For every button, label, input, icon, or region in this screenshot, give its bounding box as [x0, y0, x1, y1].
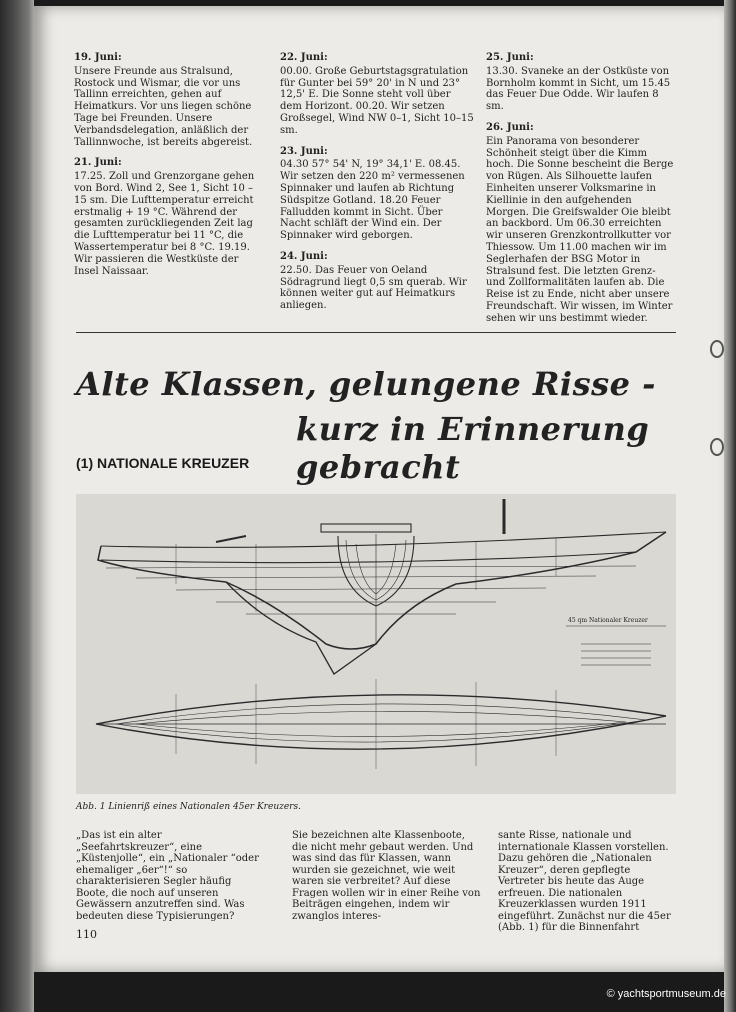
entry-23-juni: 23. Juni: 04.30 57° 54' N, 19° 34,1' E. 08.45. Wir setzen den 220 m² vermessenen Spinnaker und laufen ab Richtung Südspitze Gotland. 18.20 Feuer Falludden kommt in Sicht. Über Nacht schläft der Wind ein. Der Spinnaker wird geborgen. — [280, 145, 465, 242]
watermark: © yachtsportmuseum.de — [606, 988, 726, 1000]
entry-19-juni: 19. Juni: Unsere Freunde aus Stralsund, Rostock und Wismar, die vor uns Tallinn erreichten, gehen auf Heimatkurs. Vor uns liegen schöne Tage bei Freunden. Unsere Verbandsdelegation, anläßlich der Tallinnwoche, ist bereits abgereist. — [74, 52, 253, 148]
plan-label: 45 qm Nationaler Kreuzer — [568, 617, 648, 624]
top-column-1 — [74, 52, 262, 286]
bottom-column-1: „Das ist ein alter „Seefahrtskreuzer“, eine „Küstenjolle“, ein „Nationaler “oder ehemaliger „6er“!“ so charakterisieren Segler häufig Boote, die noch auf unseren Gewässern anzutreffen sind. Was bedeuten diese Typisierungen? — [76, 830, 259, 922]
page-edge — [724, 0, 736, 1012]
article-title-line-1: Alte Klassen, gelungene Risse - — [76, 365, 656, 403]
binder-ring — [710, 340, 724, 358]
yacht-lines-plan — [76, 494, 676, 794]
top-column-3 — [486, 52, 676, 334]
article-subheading: (1) NATIONALE KREUZER — [76, 455, 250, 471]
entry-22-juni: 22. Juni: 00.00. Große Geburtstagsgratulation für Gunter bei 59° 20' in N und 23° 12,5' E. Die Sonne steht voll über dem Horizont. 00.20. Wir setzen Großsegel, Wind NW 0–1, Sicht 10–15 sm. — [280, 52, 474, 136]
article-title-line-2: kurz in Erinnerung gebracht — [296, 410, 650, 486]
entry-24-juni: 24. Juni: 22.50. Das Feuer von Oeland Södragrund liegt 0,5 sm querab. Wir können weiter gut auf Heimatkurs anliegen. — [280, 250, 467, 312]
top-column-2 — [280, 52, 475, 321]
section-divider — [76, 332, 676, 333]
bottom-column-2: Sie bezeichnen alte Klassenboote, die nicht mehr gebaut werden. Und was sind das für Klassen, wann wurden sie gezeichnet, wie weit waren sie verbreitet? Auf diese Fragen wollen wir in einer Reihe von Beiträgen eingehen, indem wir zwanglos interes- — [292, 830, 481, 922]
entry-25-juni: 25. Juni: 13.30. Svaneke an der Ostküste von Bornholm kommt in Sicht, um 15.45 das Feuer Due Odde. Wir laufen 8 sm. — [486, 52, 671, 113]
book-spine — [0, 0, 34, 1012]
page-number: 110 — [76, 928, 97, 941]
entry-26-juni: 26. Juni: Ein Panorama von besonderer Schönheit steigt über die Kimm hoch. Die Sonne bescheint die Berge von Rügen. Als Silhouette laufen Einheiten unserer Volksmarine in Kiellinie in den aufgehenden Morgen. Die Greifswalder Oie bleibt an backbord. Um 06.30 erreichten wir unseren Grenzkontrollkutter vor Thiessow. Um 11.00 machen wir im Seglerhafen der BSG Motor in Stralsund fest. Die letzten Grenz- und Zollformalitäten laufen ab. Die Reise ist zu Ende, nicht aber unsere Freundschaft. Wir wissen, im Winter sehen wir uns bestimmt wieder. — [486, 121, 674, 324]
figure-caption: Abb. 1 Linienriß eines Nationalen 45er Kreuzers. — [76, 802, 301, 812]
bottom-column-3: sante Risse, nationale und internationale Klassen vorstellen. Dazu gehören die „Nationalen Kreuzer“, deren gepflegte Vertreter bis heute das Auge erfreuen. Die nationalen Kreuzerklassen wurden 1911 eingeführt. Zunächst nur die 45er (Abb. 1) für die Binnenfahrt — [498, 830, 671, 933]
entry-21-juni: 21. Juni: 17.25. Zoll und Grenzorgane gehen von Bord. Wind 2, See 1, Sicht 10 – 15 sm. Die Lufttemperatur erreicht erstmalig + 19 °C. Während der gesamten zurückliegenden Zeit lag die Lufttemperatur bei 11 °C, die Wassertemperatur bei 8 °C. 19.19. Wir passieren die Westküste der Insel Naissaar. — [74, 157, 255, 277]
